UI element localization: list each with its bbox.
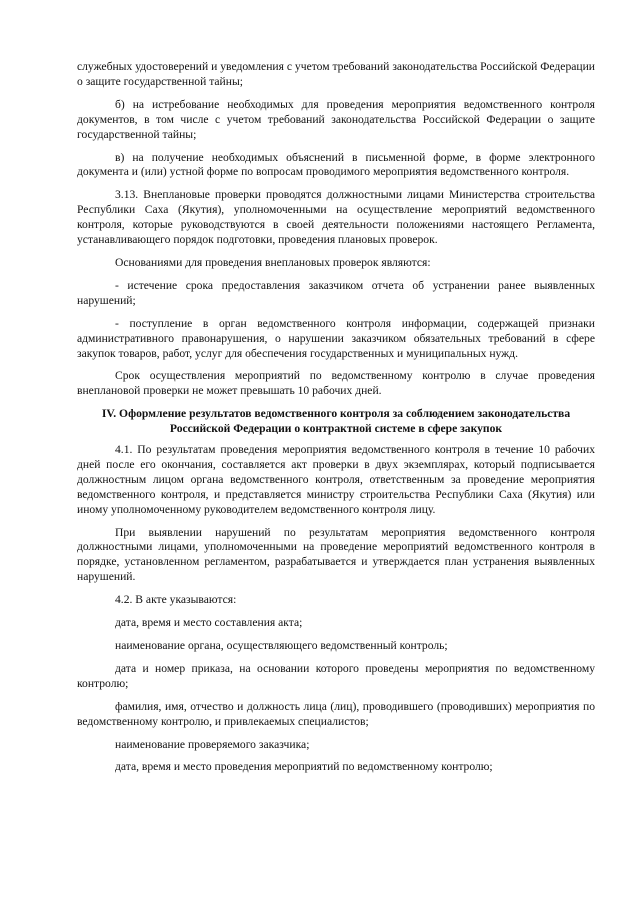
paragraph: наименование органа, осуществляющего ведомственный контроль; <box>115 639 448 652</box>
paragraph: служебных удостоверений и уведомления с учетом требований законодательства Российской Федерации о защите государственной тайны; <box>77 60 595 88</box>
paragraph: б) на истребование необходимых для проведения мероприятия ведомственного контроля документов, в том числе с учетом требований законодательства Российской Федерации о защите государственной тайны; <box>77 97 595 141</box>
paragraph: При выявлении нарушений по результатам мероприятия ведомственного контроля должностными лицами, уполномоченными на проведение мероприятий ведомственного контроля в порядке, установленном регламентом, разрабатывается и утверждается план устранения выявленных нарушений. <box>77 525 595 584</box>
paragraph: 3.13. Внеплановые проверки проводятся должностными лицами Министерства строительства Республики Саха (Якутия), уполномоченными на осуществление мероприятий ведомственного контроля, которые руководствуются в своей деятельности положениями настоящего Регламента, устанавливающего порядок подготовки, проведения плановых проверок. <box>77 188 595 247</box>
paragraph: дата, время и место составления акта; <box>115 616 303 630</box>
paragraph: Основаниями для проведения внеплановых проверок являются: <box>115 255 431 269</box>
paragraph: - истечение срока предоставления заказчиком отчета об устранении ранее выявленных нарушений; <box>77 278 595 307</box>
section-body-before <box>77 60 595 399</box>
paragraph: в) на получение необходимых объяснений в письменной форме, в форме электронного документа и (или) устной форме по вопросам проводимого мероприятия ведомственного контроля. <box>77 150 595 179</box>
paragraph: дата и номер приказа, на основании которого проведены мероприятия по ведомственному контролю; <box>77 661 595 690</box>
paragraph: - поступление в орган ведомственного контроля информации, содержащей признаки административного правонарушения, о нарушении заказчиком обязательных требований в сфере закупок товаров, работ, услуг для обеспечения государственных и муниципальных нужд. <box>77 316 595 360</box>
paragraph: наименование проверяемого заказчика; <box>115 737 310 751</box>
paragraph: фамилия, имя, отчество и должность лица (лиц), проводившего (проводивших) мероприятия по ведомственному контролю, и привлекаемых специалистов; <box>77 699 595 728</box>
paragraph: 4.2. В акте указываются: <box>115 593 237 607</box>
section-body-iv <box>77 443 595 775</box>
paragraph: Срок осуществления мероприятий по ведомственному контролю в случае проведения внеплановой проверки не может превышать 10 рабочих дней. <box>77 369 595 398</box>
paragraph: дата, время и место проведения мероприятий по ведомственному контролю; <box>115 760 493 774</box>
section-heading-iv: IV. Оформление результатов ведомственного контроля за соблюдением законодательства Российской Федерации о контрактной системе в сфере закупок <box>101 407 571 436</box>
document-page <box>77 60 595 783</box>
paragraph: 4.1. По результатам проведения мероприятия ведомственного контроля в течение 10 рабочих дней после его окончания, составляется акт проверки в двух экземплярах, который подписывается должностным лицом органа ведомственного контроля, ответственным за проведение мероприятия ведомственного контроля, и представляется министру строительства Республики Саха (Якутия) или иному уполномоченному руководителем ведомственного контроля лицу. <box>77 443 595 516</box>
